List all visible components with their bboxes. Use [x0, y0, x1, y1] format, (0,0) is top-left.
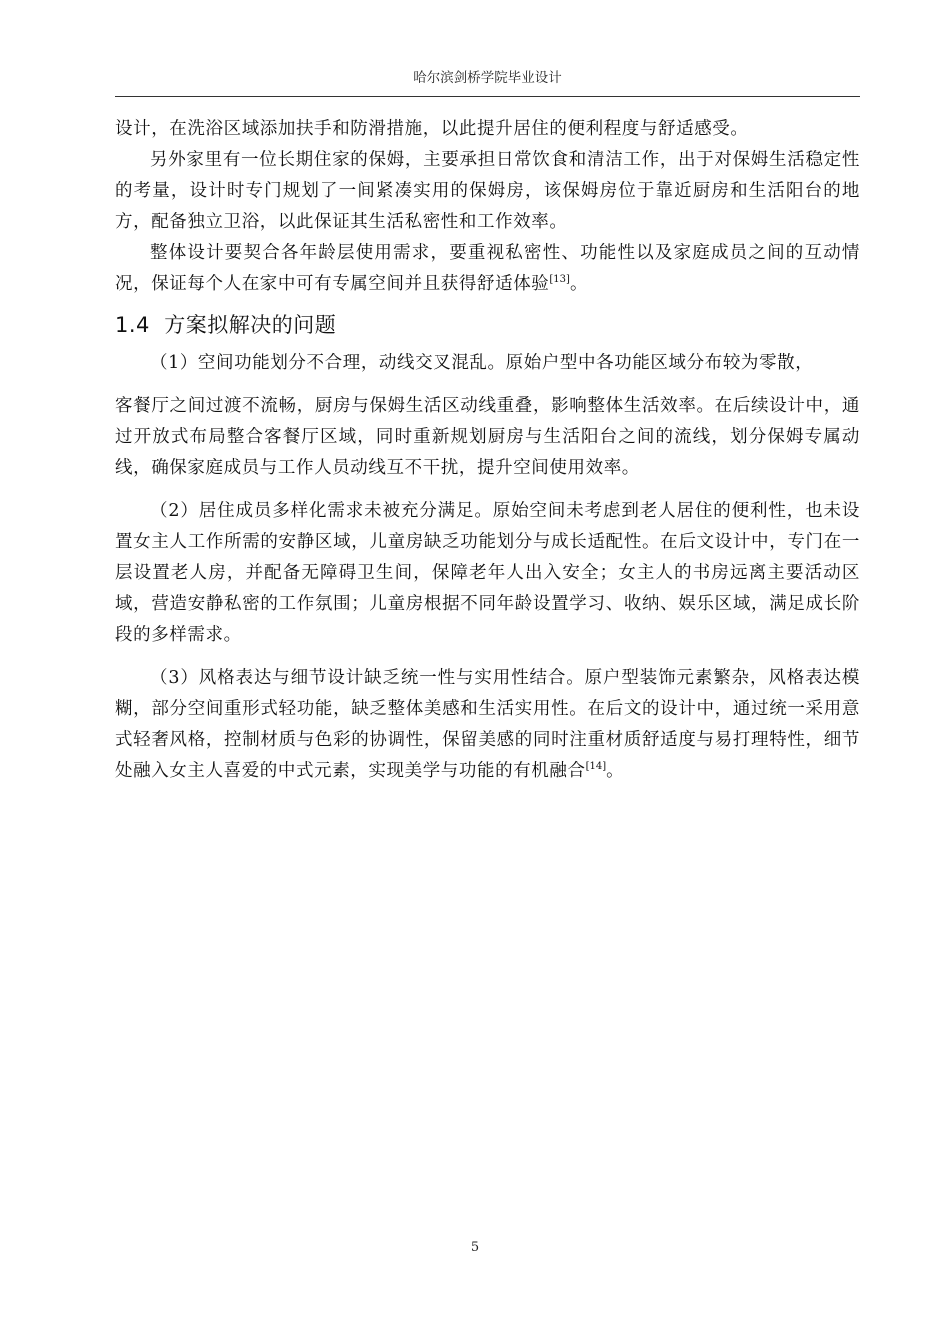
item-3 — [115, 663, 860, 787]
document-body — [115, 114, 860, 787]
page-number: 5 — [470, 1240, 480, 1255]
item-3-text: （3）风格表达与细节设计缺乏统一性与实用性结合。原户型装饰元素繁杂，风格表达模糊，部分空间重形式轻功能，缺乏整体美感和生活实用性。在后文的设计中，通过统一采用意式轻奢风格，控制材质与色彩的协调性，保留美感的同时注重材质舒适度与易打理特性，细节处融入女主人喜爱的中式元素，实现美学与功能的有机融合 — [115, 668, 860, 781]
citation-13: [13] — [549, 274, 570, 285]
paragraph-overall-design — [115, 238, 860, 300]
paragraph-continuation: 设计，在洗浴区域添加扶手和防滑措施，以此提升居住的便利程度与舒适感受。 — [115, 119, 749, 139]
section-title: 方案拟解决的问题 — [164, 313, 337, 337]
section-number: 1.4 — [115, 313, 150, 337]
item-3-end: 。 — [606, 761, 625, 781]
paragraph-end: 。 — [569, 274, 589, 294]
header-rule — [115, 96, 860, 97]
item-1-first-line: （1）空间功能划分不合理，动线交叉混乱。原始户型中各功能区域分布较为零散， — [150, 353, 814, 373]
paragraph-nanny-room: 另外家里有一位长期住家的保姆，主要承担日常饮食和清洁工作，出于对保姆生活稳定性的考量，设计时专门规划了一间紧凑实用的保姆房，该保姆房位于靠近厨房和生活阳台的地方，配备独立卫浴，以此保证其生活私密性和工作效率。 — [115, 150, 860, 232]
item-1-body: 客餐厅之间过渡不流畅，厨房与保姆生活区动线重叠，影响整体生活效率。在后续设计中，通过开放式布局整合客餐厅区域，同时重新规划厨房与生活阳台之间的流线，划分保姆专属动线，确保家庭成员与工作人员动线互不干扰，提升空间使用效率。 — [115, 396, 860, 478]
citation-14: [14] — [585, 761, 607, 772]
item-2: （2）居住成员多样化需求未被充分满足。原始空间未考虑到老人居住的便利性，也未设置女主人工作所需的安静区域，儿童房缺乏功能划分与成长适配性。在后文设计中，专门在一层设置老人房，并配备无障碍卫生间，保障老年人出入安全；女主人的书房远离主要活动区域，营造安静私密的工作氛围；儿童房根据不同年龄设置学习、收纳、娱乐区域，满足成长阶段的多样需求。 — [115, 501, 860, 645]
section-heading — [115, 308, 860, 342]
paragraph-text: 整体设计要契合各年龄层使用需求，要重视私密性、功能性以及家庭成员之间的互动情况，保证每个人在家中可有专属空间并且获得舒适体验 — [115, 243, 860, 294]
page-header: 哈尔滨剑桥学院毕业设计 — [413, 70, 562, 86]
